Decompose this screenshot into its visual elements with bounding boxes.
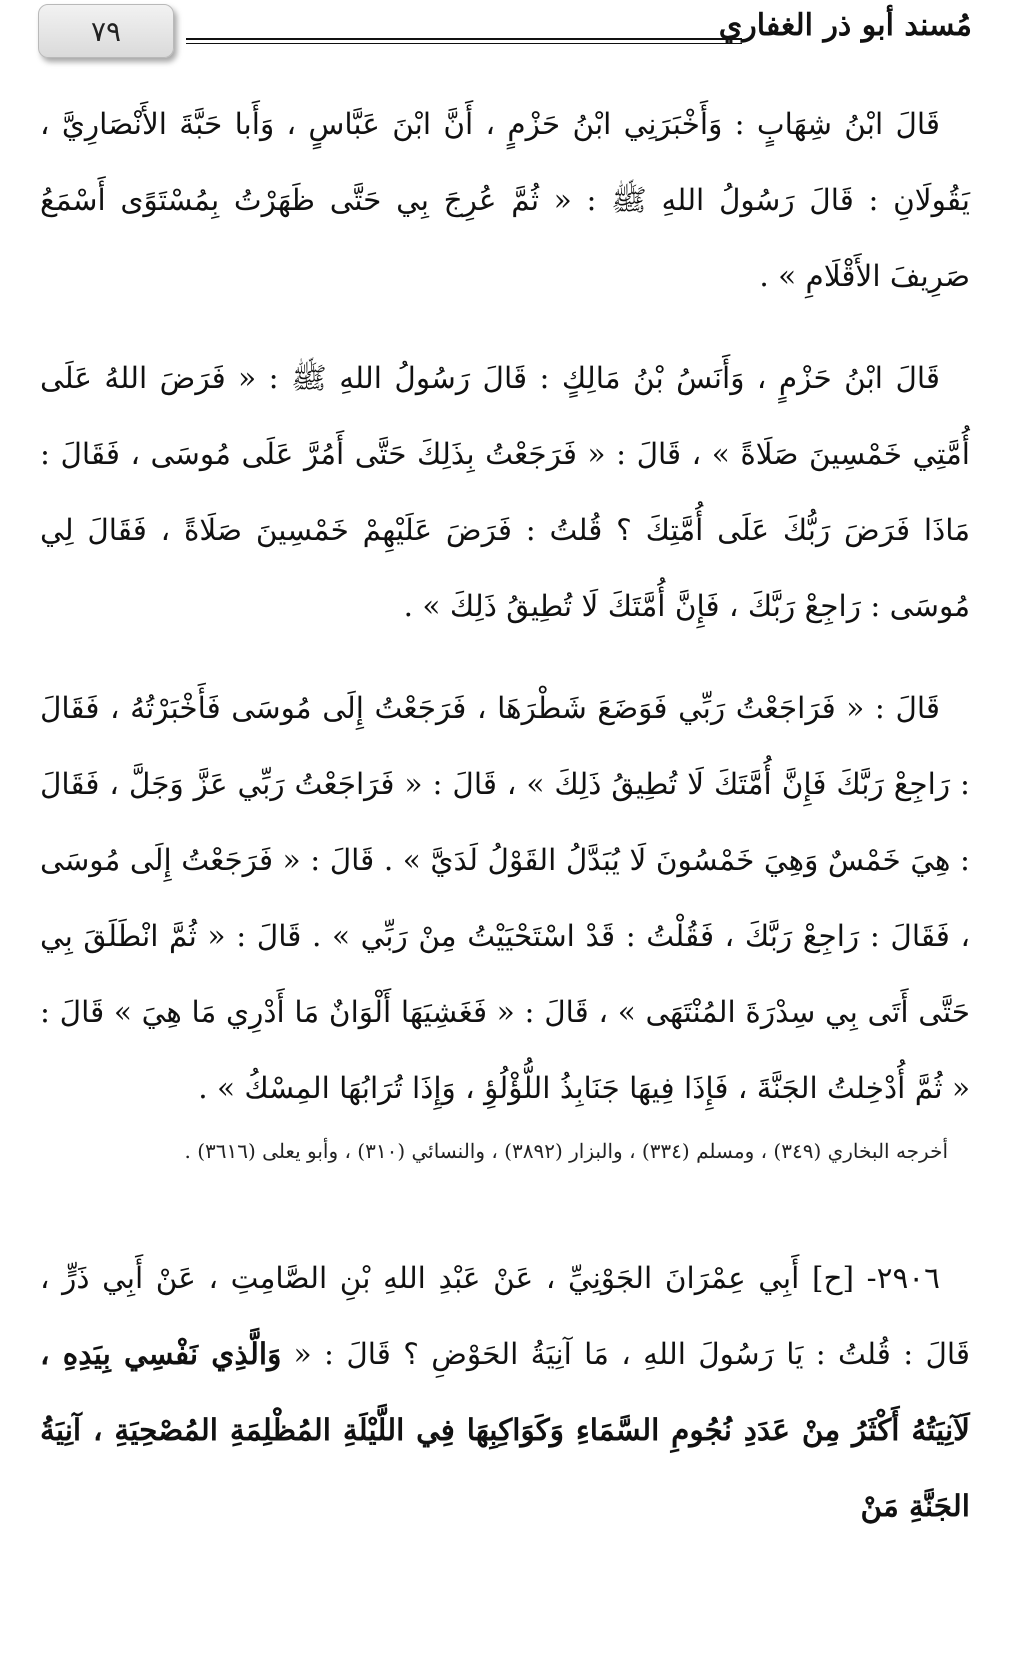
- hadith-2906: [40, 1240, 970, 1544]
- footnote-text: أخرجه البخاري (٣٤٩) ، ومسلم (٣٣٤) ، والبزار (٣٨٩٢) ، والنسائي (٣١٠) ، وأبو يعلى (٣٦١٦) .: [184, 1139, 948, 1163]
- page-body: [40, 86, 970, 1544]
- page-number: ٧٩: [90, 14, 122, 48]
- paragraph-3-text: قَالَ : « فَرَاجَعْتُ رَبِّي فَوَضَعَ شَطْرَهَا ، فَرَجَعْتُ إِلَى مُوسَى فَأَخْبَرْتُهُ ، فَقَالَ : رَاجِعْ رَبَّكَ فَإِنَّ أُمَّتَكَ لَا تُطِيقُ ذَلِكَ » ، قَالَ : « فَرَاجَعْتُ رَبِّي عَزَّ وَجَلَّ ، فَقَالَ : هِيَ خَمْسٌ وَهِيَ خَمْسُونَ لَا يُبَدَّلُ القَوْلُ لَدَيَّ » . قَالَ : « فَرَجَعْتُ إِلَى مُوسَى ، فَقَالَ : رَاجِعْ رَبَّكَ ، فَقُلْتُ : قَدْ اسْتَحْيَيْتُ مِنْ رَبِّي » . قَالَ : « ثُمَّ انْطَلَقَ بِي حَتَّى أَتَى بِي سِدْرَةَ المُنْتَهَى » ، قَالَ : « فَغَشِيَهَا أَلْوَانٌ مَا أَدْرِي مَا هِيَ » قَالَ : « ثُمَّ أُدْخِلتُ الجَنَّةَ ، فَإِذَا فِيهَا جَنَابِذُ اللُّؤْلُؤِ ، وَإِذَا تُرَابُهَا المِسْكُ » .: [40, 691, 970, 1105]
- running-title: مُسند أبو ذر الغفاري: [718, 8, 972, 43]
- page-number-badge: [38, 4, 174, 58]
- hadith-2906-intro: ٢٩٠٦- [ح] أَبِي عِمْرَانَ الجَوْنِيِّ ، عَنْ عَبْدِ اللهِ بْنِ الصَّامِتِ ، عَنْ أَبِي ذَرٍّ ، قَالَ : قُلتُ : يَا رَسُولَ اللهِ ، مَا آنِيَةُ الحَوْضِ ؟ قَالَ : «: [40, 1261, 971, 1371]
- hadith-2906-bold-text: وَالَّذِي نَفْسِي بِيَدِهِ ، لَآنِيَتُهُ أَكْثَرُ مِنْ عَدَدِ نُجُومِ السَّمَاءِ وَكَوَاكِبِهَا فِي اللَّيْلَةِ المُظْلِمَةِ المُصْحِيَةِ ، آنِيَةُ الجَنَّةِ مَنْ: [40, 1336, 970, 1523]
- paragraph-1-text: قَالَ ابْنُ شِهَابٍ : وَأَخْبَرَنِي ابْنُ حَزْمٍ ، أَنَّ ابْنَ عَبَّاسٍ ، وَأَبا حَبَّةَ الأَنْصَارِيَّ ، يَقُولَانِ : قَالَ رَسُولُ اللهِ ﷺ : « ثُمَّ عُرِجَ بِي حَتَّى ظَهَرْتُ بِمُسْتَوًى أَسْمَعُ صَرِيفَ الأَقْلَامِ » .: [40, 107, 970, 293]
- paragraph-2-text: قَالَ ابْنُ حَزْمٍ ، وَأَنَسُ بْنُ مَالِكٍ : قَالَ رَسُولُ اللهِ ﷺ : « فَرَضَ اللهُ عَلَى أُمَّتِي خَمْسِينَ صَلَاةً » ، قَالَ : « فَرَجَعْتُ بِذَلِكَ حَتَّى أَمُرَّ عَلَى مُوسَى ، فَقَالَ : مَاذَا فَرَضَ رَبُّكَ عَلَى أُمَّتِكَ ؟ قُلتُ : فَرَضَ عَلَيْهِمْ خَمْسِينَ صَلَاةً ، فَقَالَ لِي مُوسَى : رَاجِعْ رَبَّكَ ، فَإِنَّ أُمَّتَكَ لَا تُطِيقُ ذَلِكَ » .: [40, 361, 970, 623]
- footnote: [40, 1132, 970, 1170]
- header-rule-thick: [186, 38, 742, 40]
- paragraph-1: [40, 86, 970, 314]
- page-header: [0, 0, 1010, 70]
- header-rule: [186, 38, 742, 46]
- paragraph-2: [40, 340, 970, 644]
- header-rule-thin: [186, 43, 742, 44]
- paragraph-3: [40, 670, 970, 1126]
